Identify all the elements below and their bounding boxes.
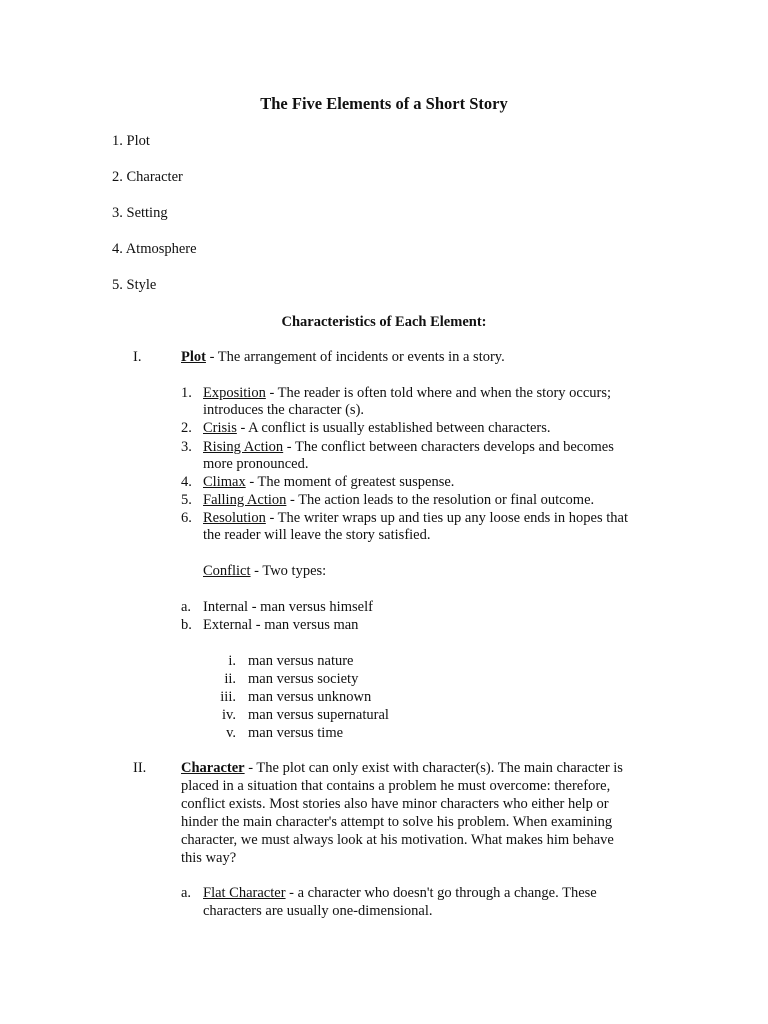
subtype-numeral: ii.	[224, 671, 236, 687]
character-line: hinder the main character's attempt to solve his problem. When examining	[181, 814, 613, 830]
subtype-numeral: i.	[228, 653, 236, 669]
step-item	[203, 419, 551, 437]
step-term: Crisis	[203, 420, 237, 436]
list-number: 4.	[112, 241, 123, 257]
conflict-term: Conflict	[203, 563, 251, 579]
step-text: - The moment of greatest suspense.	[245, 474, 455, 490]
list-label: Plot	[126, 133, 150, 149]
step-item	[203, 438, 614, 456]
character-type-continuation: characters are usually one-dimensional.	[203, 903, 433, 919]
list-number: 2.	[112, 169, 123, 185]
step-continuation: the reader will leave the story satisfied.	[203, 527, 431, 543]
step-term: Rising Action	[203, 439, 284, 455]
subtype-numeral: v.	[226, 725, 236, 741]
list-label: Character	[126, 169, 183, 185]
character-type-term: Flat Character	[203, 885, 286, 901]
character-line	[181, 759, 623, 777]
conflict-text: - Two types:	[250, 563, 327, 579]
conflict-type: External - man versus man	[203, 617, 359, 633]
step-text: - The action leads to the resolution or final outcome.	[286, 492, 595, 508]
conflict-heading	[203, 562, 326, 580]
plot-term: Plot	[181, 349, 206, 365]
step-text: - The reader is often told where and when the story occurs;	[265, 385, 612, 401]
list-label: Style	[126, 277, 157, 293]
step-term: Climax	[203, 474, 246, 490]
conflict-type: Internal - man versus himself	[203, 599, 373, 615]
list-item	[112, 240, 197, 258]
step-item	[203, 509, 628, 527]
step-number: 1.	[181, 385, 192, 401]
step-item	[203, 473, 454, 491]
roman-numeral: II.	[133, 760, 147, 776]
step-number: 4.	[181, 474, 192, 490]
character-line: placed in a situation that contains a problem he must overcome: therefore,	[181, 778, 611, 794]
type-letter: a.	[181, 599, 192, 615]
list-item	[112, 276, 156, 294]
subtype-numeral: iii.	[220, 689, 236, 705]
step-text: - The writer wraps up and ties up any loose ends in hopes that	[265, 510, 628, 526]
character-type-text: - a character who doesn't go through a change. These	[285, 885, 597, 901]
list-label: Atmosphere	[125, 241, 197, 257]
list-item	[112, 168, 183, 186]
step-term: Resolution	[203, 510, 266, 526]
subtype-item: man versus time	[248, 725, 344, 741]
subtype-item: man versus unknown	[248, 689, 372, 705]
section-heading: Characteristics of Each Element:	[281, 314, 487, 330]
character-term: Character	[181, 760, 245, 776]
step-number: 3.	[181, 439, 192, 455]
roman-numeral: I.	[133, 349, 142, 365]
list-item	[112, 204, 168, 222]
step-number: 5.	[181, 492, 192, 508]
subtype-item: man versus nature	[248, 653, 354, 669]
list-label: Setting	[126, 205, 168, 221]
step-text: - The conflict between characters develops and becomes	[283, 439, 614, 455]
list-number: 3.	[112, 205, 123, 221]
subtype-item: man versus supernatural	[248, 707, 389, 723]
step-number: 2.	[181, 420, 192, 436]
character-line: this way?	[181, 850, 237, 866]
subtype-item: man versus society	[248, 671, 359, 687]
list-number: 5.	[112, 277, 123, 293]
step-text: - A conflict is usually established between characters.	[236, 420, 551, 436]
step-continuation: introduces the character (s).	[203, 402, 365, 418]
character-type	[203, 884, 597, 902]
character-text: - The plot can only exist with character(s). The main character is	[244, 760, 623, 776]
list-number: 1.	[112, 133, 123, 149]
character-line: conflict exists. Most stories also have minor characters who either help or	[181, 796, 609, 812]
step-item	[203, 384, 611, 402]
step-number: 6.	[181, 510, 192, 526]
step-continuation: more pronounced.	[203, 456, 309, 472]
type-letter: b.	[181, 617, 192, 633]
step-term: Exposition	[203, 385, 266, 401]
step-item	[203, 491, 594, 509]
plot-definition	[181, 348, 505, 366]
character-line: character, we must always look at his motivation. What makes him behave	[181, 832, 614, 848]
list-item	[112, 132, 150, 150]
document-title: The Five Elements of a Short Story	[260, 94, 508, 113]
step-term: Falling Action	[203, 492, 287, 508]
subtype-numeral: iv.	[222, 707, 236, 723]
plot-definition-text: - The arrangement of incidents or events in a story.	[205, 349, 505, 365]
type-letter: a.	[181, 885, 192, 901]
